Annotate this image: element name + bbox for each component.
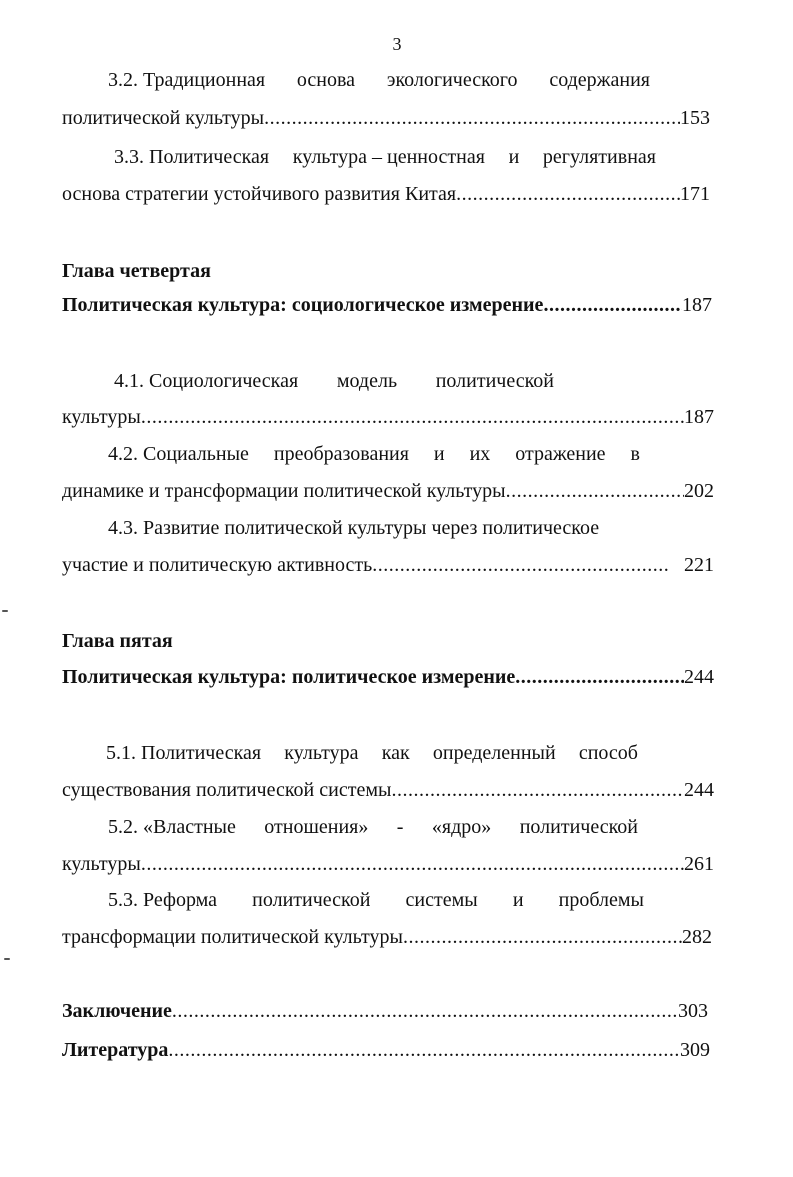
toc-text: трансформации политической культуры [62, 926, 403, 948]
toc-entry-4-2-line2[interactable] [62, 477, 714, 505]
toc-entry-3-2-line2[interactable] [62, 104, 710, 132]
toc-text: культуры [62, 853, 141, 875]
chapter-4-heading: Глава четвертая [62, 260, 211, 282]
dot-leader [141, 850, 684, 878]
toc-text: культура [284, 742, 359, 764]
toc-entry-3-2-line1 [108, 66, 650, 94]
toc-entry-literature[interactable] [62, 1036, 710, 1064]
toc-text: модель [336, 370, 398, 392]
toc-entry-4-1-line2[interactable] [62, 403, 714, 431]
toc-entry-3-3-line2[interactable] [62, 180, 710, 208]
toc-page-number: 303 [678, 1000, 708, 1022]
toc-text: Политическая культура: социологическое измерение [62, 294, 544, 316]
toc-text: 4.1. Социологическая [114, 370, 299, 392]
toc-text: 5.2. «Властные [108, 816, 236, 838]
toc-entry-5-3-line2[interactable] [62, 923, 712, 951]
toc-text: и [512, 889, 524, 911]
toc-page-number: 244 [684, 779, 714, 801]
toc-text: и [508, 146, 520, 168]
toc-text: содержания [549, 69, 650, 91]
toc-entry-5-1-line2[interactable] [62, 776, 714, 804]
toc-text: - [396, 816, 404, 838]
toc-page-number: 261 [684, 853, 714, 875]
dot-leader [264, 104, 680, 132]
dot-leader [506, 477, 684, 505]
toc-text: участие и политическую активность [62, 554, 373, 576]
dot-leader [543, 291, 682, 319]
scan-speck [4, 958, 10, 960]
toc-entry-conclusion[interactable] [62, 997, 708, 1025]
toc-text: политической [435, 370, 554, 392]
toc-text: способ [578, 742, 638, 764]
toc-page-number: 187 [682, 294, 712, 316]
toc-text: культура – ценностная [292, 146, 485, 168]
dot-leader [141, 403, 684, 431]
toc-text: отражение [515, 443, 606, 465]
toc-text: отношения» [264, 816, 369, 838]
toc-text: в [630, 443, 640, 465]
toc-text: проблемы [558, 889, 644, 911]
toc-text: политической культуры [62, 107, 265, 129]
toc-page-number: 187 [684, 406, 714, 428]
chapter-5-title[interactable] [62, 663, 714, 691]
toc-text: Политическая культура: политическое измерение [62, 666, 516, 688]
toc-text: преобразования [273, 443, 409, 465]
toc-entry-5-1-line1 [106, 739, 638, 767]
toc-text: основа стратегии устойчивого развития Китая [62, 183, 457, 205]
toc-page-number: 221 [684, 554, 714, 576]
toc-entry-5-2-line1 [108, 813, 638, 841]
toc-text: их [469, 443, 491, 465]
toc-text: «ядро» [431, 816, 492, 838]
toc-text: культуры [62, 406, 141, 428]
toc-text: динамике и трансформации политической культуры [62, 480, 506, 502]
toc-entry-4-1-line1 [114, 367, 554, 395]
dot-leader [403, 923, 682, 951]
toc-entry-4-3-line1: 4.3. Развитие политической культуры через политическое [108, 517, 600, 539]
page-number: 3 [392, 34, 402, 54]
toc-text: политической [519, 816, 638, 838]
toc-page-number: 171 [680, 183, 710, 205]
toc-page-number: 244 [684, 666, 714, 688]
toc-page-number: 309 [680, 1039, 710, 1061]
dot-leader [515, 663, 684, 691]
toc-text: существования политической системы [62, 779, 392, 801]
toc-entry-4-2-line1 [108, 440, 640, 468]
toc-text: как [381, 742, 410, 764]
dot-leader [168, 1036, 680, 1064]
toc-page-number: 202 [684, 480, 714, 502]
toc-entry-5-2-line2[interactable] [62, 850, 714, 878]
chapter-4-title[interactable] [62, 291, 712, 319]
dot-leader [372, 551, 670, 579]
dot-leader [456, 180, 680, 208]
toc-text: 3.3. Политическая [114, 146, 270, 168]
toc-entry-3-3-line1 [114, 143, 656, 171]
toc-text: 4.2. Социальные [108, 443, 249, 465]
toc-text: 3.2. Традиционная [108, 69, 266, 91]
chapter-5-heading: Глава пятая [62, 630, 173, 652]
toc-page-number: 282 [682, 926, 712, 948]
toc-entry-4-3-line2[interactable] [62, 551, 714, 579]
toc-text: и [433, 443, 445, 465]
toc-text: экологического [386, 69, 518, 91]
toc-text: Заключение [62, 1000, 172, 1022]
toc-entry-5-3-line1 [108, 886, 644, 914]
toc-text: системы [405, 889, 478, 911]
toc-text: основа [296, 69, 356, 91]
dot-leader [391, 776, 684, 804]
toc-text: определенный [432, 742, 556, 764]
toc-text: Литература [62, 1039, 169, 1061]
toc-text: регулятивная [542, 146, 656, 168]
toc-page-number: 153 [680, 107, 710, 129]
toc-text: политической [252, 889, 371, 911]
toc-text: 5.1. Политическая [106, 742, 262, 764]
scan-speck [2, 610, 8, 612]
dot-leader [172, 997, 678, 1025]
toc-text: 5.3. Реформа [108, 889, 218, 911]
